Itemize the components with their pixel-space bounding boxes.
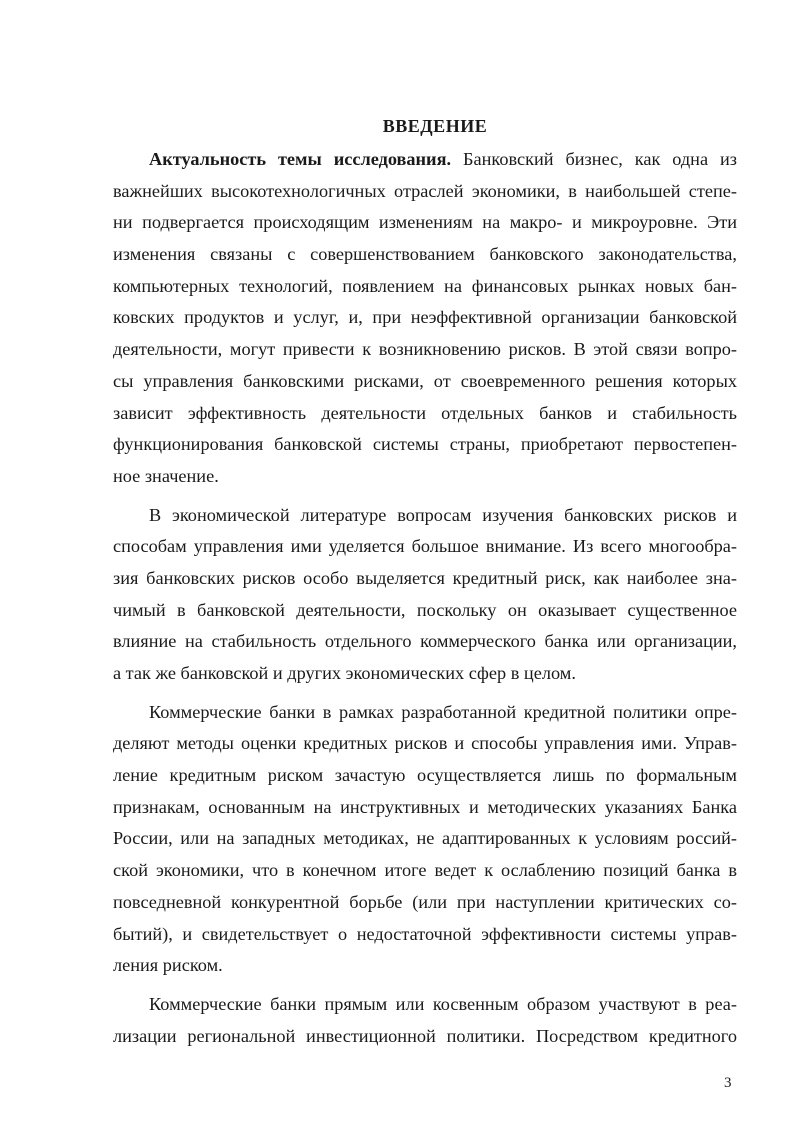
paragraph-line: деятельности, могут привести к возникновению рисков. В этой связи вопро- [113, 339, 737, 360]
paragraph-line: повседневной конкурентной борьбе (или при наступлении критических со- [113, 891, 737, 912]
paragraph-line: лизации региональной инвестиционной политики. Посредством кредитного [113, 1025, 737, 1046]
paragraph-line: ное значение. [113, 465, 219, 486]
body-text [113, 144, 737, 1052]
paragraph-line: зависит эффективность деятельности отдельных банков и стабильность [113, 402, 737, 423]
paragraph-line: а так же банковской и других экономических сфер в целом. [113, 663, 576, 683]
paragraph-line: изменения связаны с совершенствованием банковского законодательства, [113, 244, 737, 265]
paragraph-line: компьютерных технологий, появлением на финансовых рынках новых бан- [113, 275, 737, 296]
paragraph-line: признакам, основанным на инструктивных и методических указаниях Банка [113, 796, 737, 817]
paragraph-line: чимый в банковской деятельности, поскольку он оказывает существенное [113, 599, 737, 620]
paragraph-line: Коммерческие банки в рамках разработанной кредитной политики опре- [149, 701, 737, 722]
paragraph-line: Коммерческие банки прямым или косвенным образом участвуют в реа- [149, 993, 737, 1014]
paragraph-line: ни подвергается происходящим изменениям на макро- и микроуровне. Эти [113, 212, 737, 233]
paragraph-line: зия банковских рисков особо выделяется кредитный риск, как наиболее зна- [113, 567, 737, 588]
paragraph-line-text: Банковский бизнес, как одна из [451, 149, 737, 169]
paragraph-line: ление кредитным риском зачастую осуществляется лишь по формальным [113, 765, 737, 786]
paragraph-line: ской экономики, что в конечном итоге ведет к ослаблению позиций банка в [113, 860, 737, 881]
paragraph-line: ковских продуктов и услуг, и, при неэффективной организации банковской [113, 307, 737, 328]
paragraph-line: деляют методы оценки кредитных рисков и способы управления ими. Управ- [113, 733, 737, 754]
page-heading: ВВЕДЕНИЕ [382, 116, 488, 136]
paragraph-line: функционирования банковской системы страны, приобретают первостепен- [113, 434, 737, 455]
paragraph-lead: Актуальность темы исследования. [149, 149, 452, 169]
paragraph-line: России, или на западных методиках, не адаптированных к условиям россий- [113, 828, 737, 849]
paragraph-line: В экономической литературе вопросам изучения банковских рисков и [149, 504, 737, 525]
paragraph-line: сы управления банковскими рисками, от своевременного решения которых [113, 370, 737, 391]
paragraph-line [113, 144, 737, 176]
page-number: 3 [724, 1075, 732, 1091]
paragraph-line: важнейших высокотехнологичных отраслей экономики, в наибольшей степе- [113, 180, 737, 201]
paragraph-line: влияние на стабильность отдельного коммерческого банка или организации, [113, 631, 737, 652]
paragraph-line: бытий), и свидетельствует о недостаточной эффективности системы управ- [113, 923, 737, 944]
paragraph-line: ления риском. [113, 955, 223, 976]
paragraph-line: способам управления ими уделяется большое внимание. Из всего многообра- [113, 536, 737, 557]
